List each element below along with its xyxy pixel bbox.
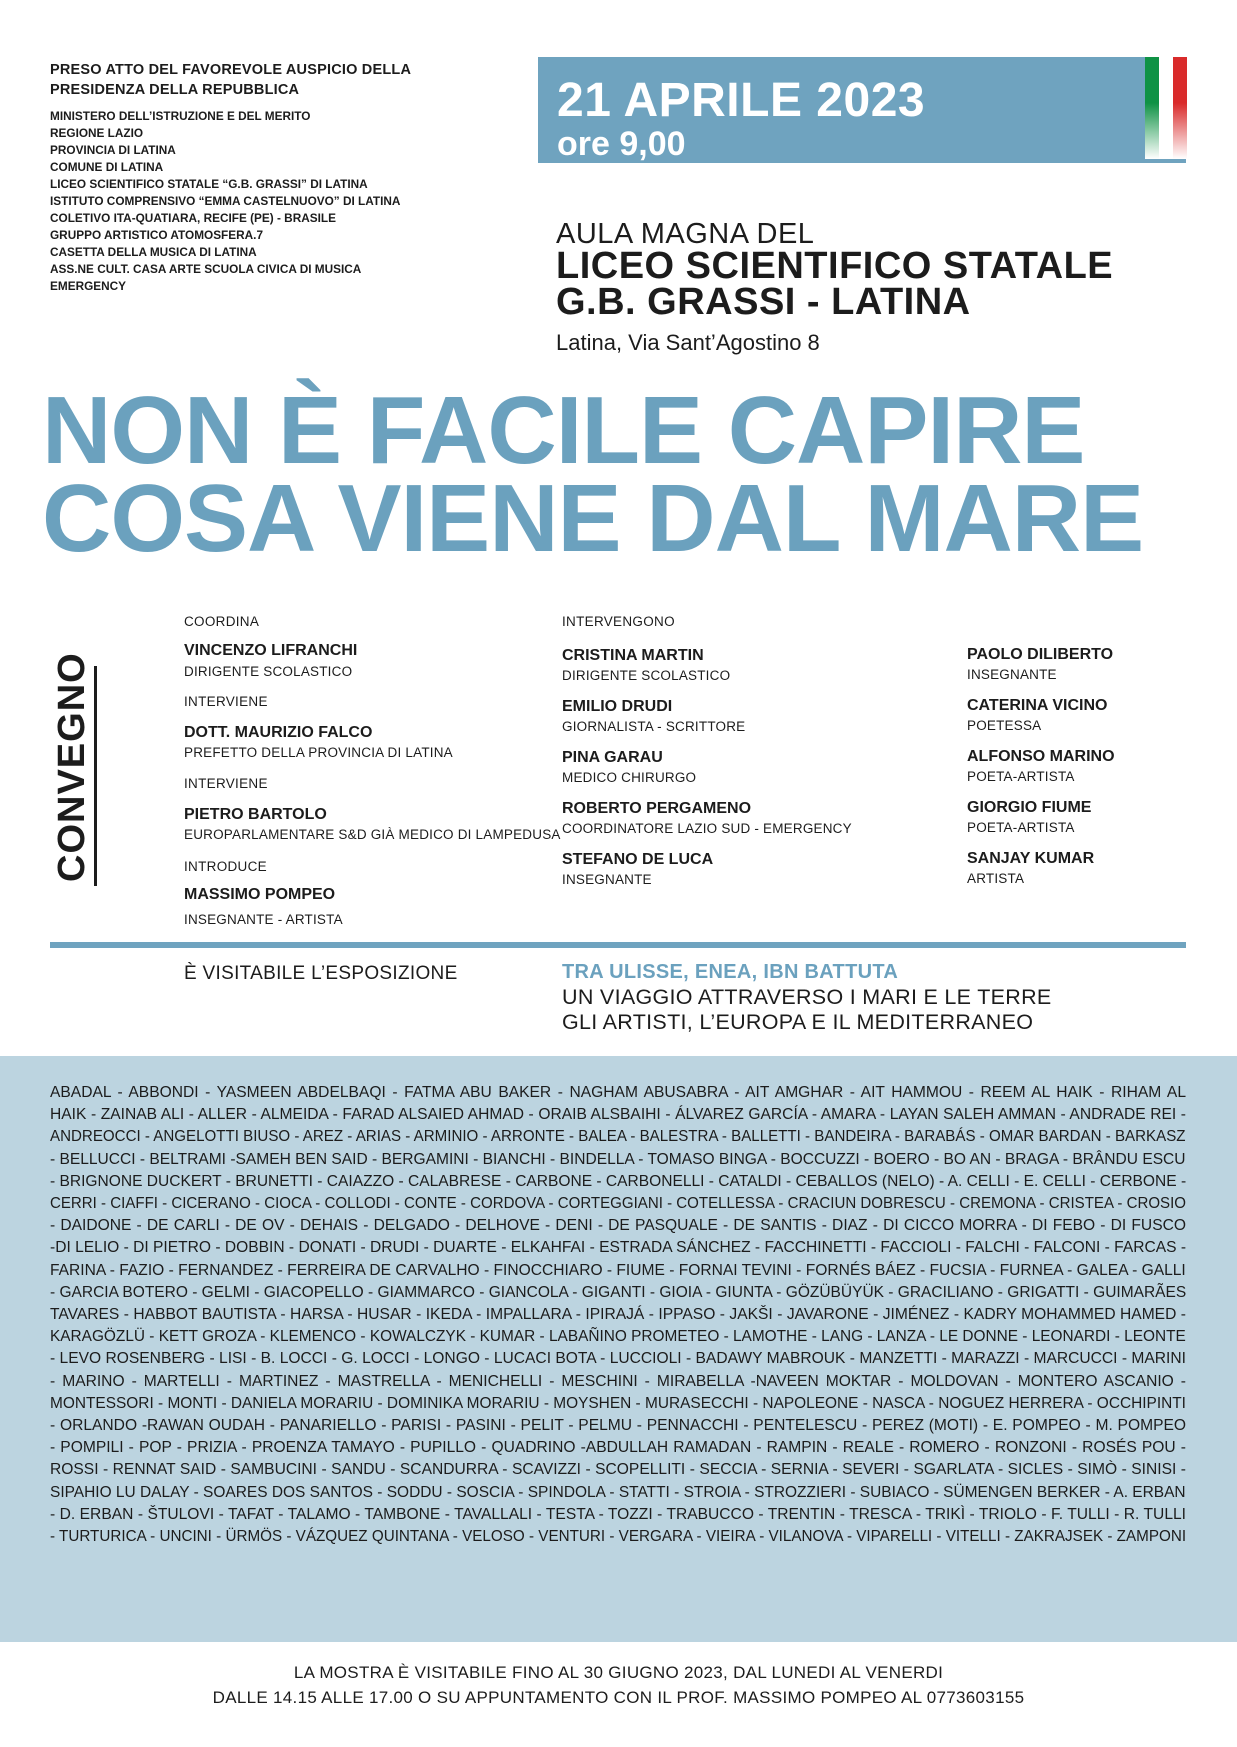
patron-item: MINISTERO DELL’ISTRUZIONE E DEL MERITO <box>50 109 311 123</box>
artists-line: - MARINO - MARTELLI - MARTINEZ - MASTRELLA - MENICHELLI - MESCHINI - MIRABELLA -NAVEEN MOKTAR - MOLDOVAN - MONTERO ASCANIO - <box>50 1372 1186 1390</box>
speaker-name: CATERINA VICINO <box>967 697 1108 714</box>
patron-item: ISTITUTO COMPRENSIVO “EMMA CASTELNUOVO” DI LATINA <box>50 194 401 208</box>
artists-list <box>50 1082 1186 1548</box>
patronage-heading-line: PRESO ATTO DEL FAVOREVOLE AUSPICIO DELLA <box>50 62 412 78</box>
role-caption: COORDINA <box>184 614 260 629</box>
speaker-role: POETA-ARTISTA <box>967 769 1075 784</box>
patron-item: REGIONE LAZIO <box>50 126 144 140</box>
patron-item: EMERGENCY <box>50 279 127 293</box>
artists-line: SIPAHIO LU DALAY - SOARES DOS SANTOS - SODDU - SOSCIA - SPINDOLA - STATTI - STROIA - STROZZIERI - SUBIACO - SÜMENGEN BERKER - A. ERBAN <box>50 1483 1186 1501</box>
artists-line: -DI LELIO - DI PIETRO - DOBBIN - DONATI - DRUDI - DUARTE - ELKAHFAI - ESTRADA SÁNCHEZ - FACCHINETTI - FACCIOLI - FALCHI - FALCONI - FARCAS - <box>50 1239 1187 1257</box>
speaker-name: CRISTINA MARTIN <box>562 647 704 664</box>
role-caption: INTRODUCE <box>184 859 267 874</box>
speaker-role: INSEGNANTE - ARTISTA <box>184 912 343 927</box>
venue-name-line: G.B. GRASSI - LATINA <box>556 281 971 323</box>
speaker-name: STEFANO DE LUCA <box>562 851 714 868</box>
event-title <box>42 377 1222 572</box>
speaker-name: PIETRO BARTOLO <box>184 806 327 823</box>
speaker-role: ARTISTA <box>967 871 1025 886</box>
patron-item: ASS.NE CULT. CASA ARTE SCUOLA CIVICA DI MUSICA <box>50 262 362 276</box>
artists-line: ABADAL - ABBONDI - YASMEEN ABDELBAQI - FATMA ABU BAKER - NAGHAM ABUSABRA - AIT AMGHAR - AIT HAMMOU - REEM AL HAIK - RIHAM AL <box>50 1084 1186 1101</box>
patronage-heading-line: PRESIDENZA DELLA REPUBBLICA <box>50 82 300 98</box>
event-title-line: COSA VIENE DAL MARE <box>42 465 1144 572</box>
exhibition-title: TRA ULISSE, ENEA, IBN BATTUTA <box>562 961 899 983</box>
speaker-name: VINCENZO LIFRANCHI <box>184 642 358 659</box>
convegno-rule <box>94 666 97 886</box>
event-date: 21 APRILE 2023 <box>557 74 926 127</box>
speaker-role: POETESSA <box>967 718 1042 733</box>
flag-white-stripe <box>1159 57 1173 159</box>
speaker-name: GIORGIO FIUME <box>967 799 1092 816</box>
artists-line: - BRIGNONE DUCKERT - BRUNETTI - CAIAZZO - CALABRESE - CARBONE - CARBONELLI - CATALDI - CEBALLOS (NELO) - A. CELLI - E. CELLI - CERBONE - <box>50 1172 1187 1190</box>
speaker-role: DIRIGENTE SCOLASTICO <box>562 668 731 683</box>
speaker-role: PREFETTO DELLA PROVINCIA DI LATINA <box>184 745 453 760</box>
speaker-role: GIORNALISTA - SCRITTORE <box>562 719 746 734</box>
artists-line: - LEVO ROSENBERG - LISI - B. LOCCI - G. LOCCI - LONGO - LUCACI BOTA - LUCCIOLI - BADAWY MABROUK - MANZETTI - MARAZZI - MARCUCCI - MARINI <box>50 1350 1186 1368</box>
speaker-name: PINA GARAU <box>562 749 663 766</box>
venue-prefix: AULA MAGNA DEL <box>556 218 815 250</box>
footer-line: LA MOSTRA È VISITABILE FINO AL 30 GIUGNO 2023, DAL LUNEDI AL VENERDI <box>293 1663 944 1682</box>
footer-note <box>0 1660 1237 1710</box>
artists-line: ANDREOCCI - ANGELOTTI BIUSO - AREZ - ARIAS - ARMINIO - ARRONTE - BALEA - BALESTRA - BALLETTI - BANDEIRA - BARABÁS - OMAR BARDAN - BARKASZ <box>50 1128 1186 1146</box>
speaker-name: EMILIO DRUDI <box>562 698 673 715</box>
artists-line: - D. ERBAN - ŠTULOVI - TAFAT - TALAMO - TAMBONE - TAVALLALI - TESTA - TOZZI - TRABUCCO - TRENTIN - TRESCA - TRIKÌ - TRIOLO - F. TULLI - R. TULLI <box>50 1505 1186 1523</box>
artists-line: HAIK - ZAINAB ALI - ALLER - ALMEIDA - FARAD ALSAIED AHMAD - ORAIB ALSBAIHI - ÁLVAREZ GARCÍA - AMARA - LAYAN SALEH AMMAN - ANDRADE REI - <box>50 1106 1186 1124</box>
artists-line: - DAIDONE - DE CARLI - DE OV - DEHAIS - DELGADO - DELHOVE - DENI - DE PASQUALE - DE SANTIS - DIAZ - DI CICCO MORRA - DI FEBO - DI FUSCO <box>50 1217 1186 1235</box>
artists-line: FARINA - FAZIO - FERNANDEZ - FERREIRA DE CARVALHO - FINOCCHIARO - FIUME - FORNAI TEVINI - FORNÉS BÁEZ - FUCSIA - FURNEA - GALEA - GALLI <box>50 1261 1186 1279</box>
speaker-role: DIRIGENTE SCOLASTICO <box>184 664 353 679</box>
speaker-role: EUROPARLAMENTARE S&D GIÀ MEDICO DI LAMPEDUSA <box>184 827 561 842</box>
patrons-list <box>50 108 520 295</box>
convegno-label: CONVEGNO <box>51 652 93 882</box>
patron-item: LICEO SCIENTIFICO STATALE “G.B. GRASSI” DI LATINA <box>50 177 368 191</box>
patron-item: GRUPPO ARTISTICO ATOMOSFERA.7 <box>50 228 264 242</box>
exhibition-subtitle-line: UN VIAGGIO ATTRAVERSO I MARI E LE TERRE <box>562 985 1052 1009</box>
speaker-name: DOTT. MAURIZIO FALCO <box>184 724 373 741</box>
speaker-name: ALFONSO MARINO <box>967 748 1115 765</box>
artists-line: - TURTURICA - UNCINI - ÜRMÖS - VÁZQUEZ QUINTANA - VELOSO - VENTURI - VERGARA - VIEIRA - VILANOVA - VIPARELLI - VITELLI - ZAKRAJSEK - ZAMPONI <box>50 1528 1187 1546</box>
artists-line: - ORLANDO -RAWAN OUDAH - PANARIELLO - PARISI - PASINI - PELIT - PELMU - PENNACCHI - PENTELESCU - PEREZ (MOTI) - E. POMPEO - M. POMPEO <box>50 1417 1186 1435</box>
venue-name <box>556 245 1114 323</box>
artists-line: TAVARES - HABBOT BAUTISTA - HARSA - HUSAR - IKEDA - IMPALLARA - IPIRAJÁ - IPPASO - JAKŠI - JAVARONE - JIMÉNEZ - KADRY MOHAMMED HAMED - <box>50 1306 1186 1324</box>
exhibition-lead: È VISITABILE L’ESPOSIZIONE <box>184 963 458 984</box>
speaker-name: ROBERTO PERGAMENO <box>562 800 752 817</box>
artists-line: CERRI - CIAFFI - CICERANO - CIOCA - COLLODI - CONTE - CORDOVA - CORTEGGIANI - COTELLESSA - CRACIUN DOBRESCU - CREMONA - CRISTEA - CROSIO <box>50 1195 1187 1213</box>
speaker-role: POETA-ARTISTA <box>967 820 1075 835</box>
exhibition-subtitle-line: GLI ARTISTI, L’EUROPA E IL MEDITERRANEO <box>562 1010 1034 1034</box>
role-caption: INTERVIENE <box>184 694 268 709</box>
speakers-caption: INTERVENGONO <box>562 614 675 629</box>
event-time: ore 9,00 <box>557 125 686 163</box>
artists-line: KARAGÖZLÜ - KETT GROZA - KLEMENCO - KOWALCZYK - KUMAR - LABAÑINO PROMETEO - LAMOTHE - LANG - LANZA - LE DONNE - LEONARDI - LEONTE <box>50 1328 1186 1346</box>
artists-line: ROSSI - RENNAT SAID - SAMBUCINI - SANDU - SCANDURRA - SCAVIZZI - SCOPELLITI - SECCIA - SERNIA - SEVERI - SGARLATA - SICLES - SIMÒ - SINISI - <box>50 1461 1186 1479</box>
speaker-name: PAOLO DILIBERTO <box>967 646 1114 663</box>
artists-line: - POMPILI - POP - PRIZIA - PROENZA TAMAYO - PUPILLO - QUADRINO -ABDULLAH RAMADAN - RAMPIN - REALE - ROMERO - RONZONI - ROSÉS POU - <box>50 1439 1186 1457</box>
speaker-name: MASSIMO POMPEO <box>184 886 336 903</box>
section-divider <box>50 942 1186 948</box>
artists-line: MONTESSORI - MONTI - DANIELA MORARIU - DOMINIKA MORARIU - MOYSHEN - MURASECCHI - NAPOLEONE - NASCA - NOGUEZ HERRERA - OCCHIPINTI <box>50 1394 1186 1412</box>
role-caption: INTERVIENE <box>184 776 268 791</box>
speaker-name: SANJAY KUMAR <box>967 850 1095 867</box>
patronage-heading <box>50 60 510 100</box>
patron-item: COMUNE DI LATINA <box>50 160 164 174</box>
venue-address: Latina, Via Sant’Agostino 8 <box>556 330 820 355</box>
artists-line: - BELLUCCI - BELTRAMI -SAMEH BEN SAID - BERGAMINI - BIANCHI - BINDELLA - TOMASO BINGA - BOCCUZZI - BOERO - BO AN - BRAGA - BRÂNDU ESCU <box>50 1150 1186 1168</box>
speaker-role: COORDINATORE LAZIO SUD - EMERGENCY <box>562 821 852 836</box>
italian-flag-icon <box>1145 57 1187 159</box>
speaker-role: INSEGNANTE <box>562 872 652 887</box>
speaker-role: MEDICO CHIRURGO <box>562 770 697 785</box>
patron-item: CASETTA DELLA MUSICA DI LATINA <box>50 245 257 259</box>
patron-item: PROVINCIA DI LATINA <box>50 143 176 157</box>
footer-line: DALLE 14.15 ALLE 17.00 O SU APPUNTAMENTO CON IL PROF. MASSIMO POMPEO AL 0773603155 <box>212 1688 1025 1707</box>
artists-line: - GARCIA BOTERO - GELMI - GIACOPELLO - GIAMMARCO - GIANCOLA - GIGANTI - GIOIA - GIUNTA - GÖZÜBÜYÜK - GRACILIANO - GRIGATTI - GUIMARÃES <box>50 1283 1187 1301</box>
venue-name-line: LICEO SCIENTIFICO STATALE <box>556 245 1114 287</box>
speaker-role: INSEGNANTE <box>967 667 1057 682</box>
event-title-line: NON È FACILE CAPIRE <box>42 377 1085 484</box>
patron-item: COLETIVO ITA-QUATIARA, RECIFE (PE) - BRASILE <box>50 211 336 225</box>
flag-red-stripe <box>1173 57 1187 159</box>
flag-green-stripe <box>1145 57 1159 159</box>
